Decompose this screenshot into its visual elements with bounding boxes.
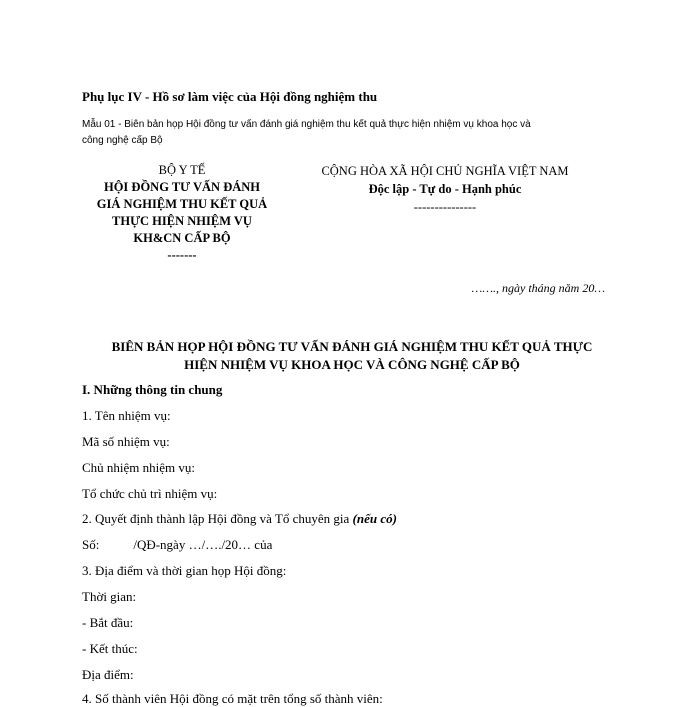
task-code-field: Mã số nhiệm vụ:: [82, 434, 170, 449]
decision-number-text: /QĐ-ngày …/…./20… của: [133, 537, 273, 552]
venue-time-field: 3. Địa điểm và thời gian họp Hội đồng:: [82, 563, 287, 578]
members-present-field: 4. Số thành viên Hội đồng có mặt trên tổng số thành viên:: [82, 691, 383, 706]
document-title-line-2: HIỆN NHIỆM VỤ KHOA HỌC VÀ CÔNG NGHỆ CẤP BỘ: [184, 357, 520, 372]
national-motto: Độc lập - Tự do - Hạnh phúc: [368, 182, 522, 196]
country-name: CỘNG HÒA XÃ HỘI CHỦ NGHĨA VIỆT NAM: [321, 164, 569, 178]
task-name-field: 1. Tên nhiệm vụ:: [82, 408, 171, 423]
document-title: [82, 338, 622, 374]
form-description-line-2: công nghệ cấp Bộ: [82, 135, 163, 146]
decision-number-label: Số:: [82, 537, 100, 552]
left-separator: -------: [167, 248, 197, 262]
start-time-field: - Bắt đầu:: [82, 615, 134, 630]
council-name-line-3: THỰC HIỆN NHIỆM VỤ: [112, 214, 252, 228]
decision-number-field: [82, 537, 272, 553]
end-time-field: - Kết thúc:: [82, 641, 138, 656]
form-description-line-1: Mẫu 01 - Biên bản họp Hội đồng tư vấn đánh giá nghiệm thu kết quả thực hiện nhiệm vụ khoa học và: [82, 119, 531, 130]
council-name-line-4: KH&CN CẤP BỘ: [133, 231, 231, 245]
location-field: Địa điểm:: [82, 667, 134, 682]
decision-note: (nếu có): [352, 511, 397, 526]
task-leader-field: Chủ nhiệm nhiệm vụ:: [82, 460, 196, 475]
date-line: ……., ngày tháng năm 20…: [471, 281, 605, 295]
issuing-body-block: [82, 162, 282, 264]
section-heading: I. Những thông tin chung: [82, 382, 223, 397]
decision-label: 2. Quyết định thành lập Hội đồng và Tổ chuyên gia: [82, 511, 350, 526]
council-name-line-1: HỘI ĐỒNG TƯ VẤN ĐÁNH: [103, 180, 261, 194]
decision-field: [82, 511, 397, 527]
time-label: Thời gian:: [82, 589, 137, 604]
ministry-name: BỘ Y TẾ: [158, 163, 206, 177]
appendix-title: Phụ lục IV - Hồ sơ làm việc của Hội đồng nghiệm thu: [82, 89, 378, 104]
document-title-line-1: BIÊN BẢN HỌP HỘI ĐỒNG TƯ VẤN ĐÁNH GIÁ NGHIỆM THU KẾT QUẢ THỰC: [111, 339, 593, 354]
national-heading-block: [300, 162, 590, 216]
host-organization-field: Tổ chức chủ trì nhiệm vụ:: [82, 486, 218, 501]
right-separator: ---------------: [413, 200, 477, 214]
council-name-line-2: GIÁ NGHIỆM THU KẾT QUẢ: [96, 197, 268, 211]
